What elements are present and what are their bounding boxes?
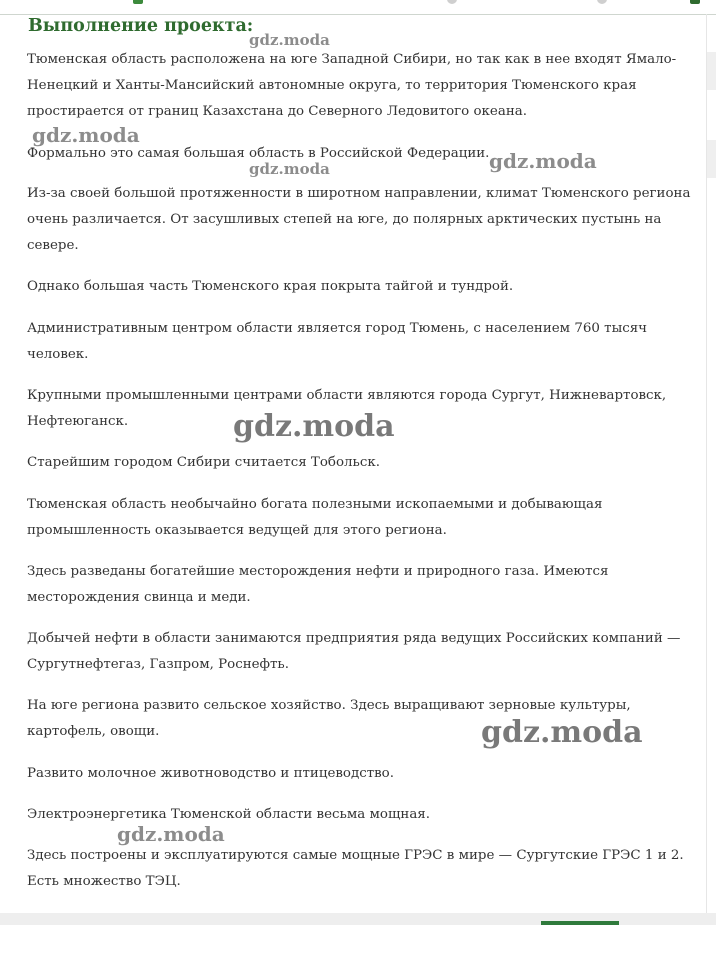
paragraph: Развито молочное животноводство и птицеводство. (27, 766, 394, 781)
watermark: gdz.moda (481, 715, 643, 750)
paragraph: Тюменская область расположена на юге Западной Сибири, но так как в нее входят Ямало-Ненецкий и Ханты-Мансийский автономные округа, то территория Тюменского края простирается от границ Казахстана до Северного Ледовитого океана. (27, 52, 677, 119)
paragraph: Однако большая часть Тюменского края покрыта тайгой и тундрой. (27, 279, 514, 294)
section-title: Выполнение проекта: (28, 16, 254, 36)
toolbar-circle-icon (447, 0, 457, 4)
paragraph: Здесь построены и эксплуатируются самые мощные ГРЭС в мире — Сургутские ГРЭС 1 и 2. Есть множество ТЭЦ. (27, 848, 684, 889)
watermark: gdz.moda (249, 160, 330, 178)
toolbar-circle-icon (597, 0, 607, 4)
paragraph: Электроэнергетика Тюменской области весьма мощная. (27, 807, 431, 822)
paragraph: Тюменская область необычайно богата полезными ископаемыми и добывающая промышленность оказывается ведущей для этого региона. (27, 497, 603, 538)
paragraph: Из-за своей большой протяженности в широтном направлении, климат Тюменского региона очень различается. От засушливых степей на юге, до полярных арктических пустынь на севере. (27, 186, 691, 253)
watermark: gdz.moda (117, 822, 225, 846)
paragraph: Административным центром области является город Тюмень, с населением 760 тысяч человек. (27, 321, 648, 362)
footer-accent-bar (541, 921, 619, 925)
toolbar-tab-icon (133, 0, 143, 4)
scrollbar-mark (707, 140, 716, 178)
browser-toolbar-edge (0, 0, 716, 15)
watermark: gdz.moda (233, 409, 395, 444)
watermark: gdz.moda (489, 149, 597, 173)
paragraph: На юге региона развито сельское хозяйство. Здесь выращивают зерновые культуры, картофель, овощи. (27, 698, 631, 739)
watermark: gdz.moda (32, 123, 140, 147)
paragraph: Добычей нефти в области занимаются предприятия ряда ведущих Российских компаний — Сургутнефтегаз, Газпром, Роснефть. (27, 631, 681, 672)
toolbar-badge-icon (690, 0, 700, 4)
paragraph: Старейшим городом Сибири считается Тобольск. (27, 455, 380, 470)
paragraph: Здесь разведаны богатейшие месторождения нефти и природного газа. Имеются месторождения свинца и меди. (27, 564, 609, 605)
scrollbar-mark (707, 52, 716, 90)
watermark: gdz.moda (249, 31, 330, 49)
paragraph: Формально это самая большая область в Российской Федерации. (27, 146, 490, 161)
paragraph: Крупными промышленными центрами области являются города Сургут, Нижневартовск, Нефтеюганск. (27, 388, 667, 429)
